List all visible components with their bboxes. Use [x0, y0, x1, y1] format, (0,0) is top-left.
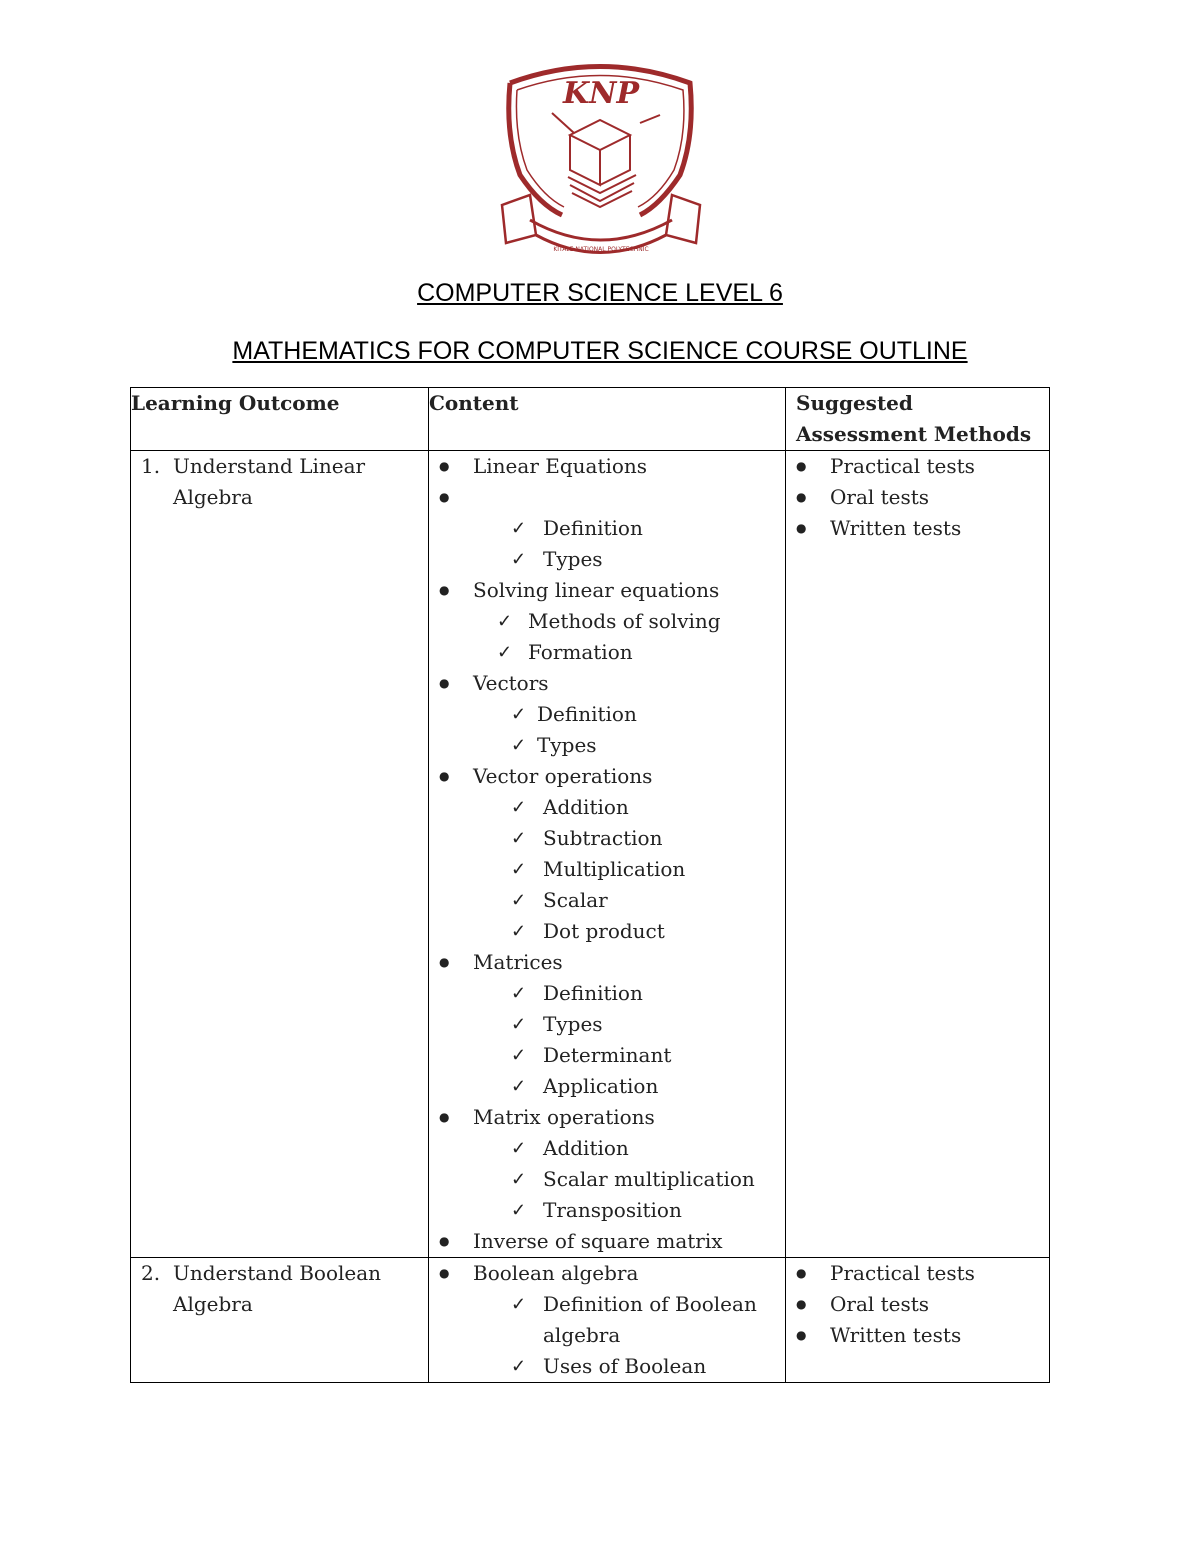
checkmark-icon: ✓ [511, 735, 527, 756]
assessment-method: ● Practical tests [786, 451, 1049, 482]
content-subtopic [429, 513, 785, 544]
content-subtopic-label: Definition of Boolean algebra [543, 1292, 757, 1347]
content-subtopic [429, 637, 785, 668]
table-header-row [131, 388, 1050, 451]
content-subtopic-label: Definition [543, 516, 643, 540]
content-subtopic [429, 978, 785, 1009]
course-level-title: COMPUTER SCIENCE LEVEL 6 [417, 279, 783, 307]
content-subtopic [429, 699, 785, 730]
checkmark-icon: ✓ [511, 1045, 527, 1066]
content-topic: ● Solving linear equations [429, 575, 785, 606]
outcome-text: Understand Boolean Algebra [173, 1261, 382, 1316]
content-subtopic-label: Methods of solving [528, 609, 721, 633]
content-subtopic-label: Scalar [543, 888, 608, 912]
checkmark-icon: ✓ [511, 890, 527, 911]
content-subtopic [429, 730, 785, 761]
content-subtopic [429, 1009, 785, 1040]
header-assessment-methods: Suggested Assessment Methods [786, 388, 1050, 451]
table-row [131, 1258, 1050, 1383]
content-topic [429, 482, 785, 513]
outcome-text: Understand Linear Algebra [173, 454, 366, 509]
checkmark-icon: ✓ [511, 1294, 527, 1315]
content-subtopic [429, 854, 785, 885]
assessment-cell [786, 1258, 1050, 1383]
logo-text: KNP [562, 76, 640, 111]
outcome-number: 1. [141, 454, 161, 478]
checkmark-icon: ✓ [511, 1200, 527, 1221]
content-subtopic [429, 1071, 785, 1102]
content-subtopic-label: Transposition [543, 1198, 682, 1222]
assessment-method: ● Written tests [786, 1320, 1049, 1351]
content-topic: ● Inverse of square matrix [429, 1226, 785, 1257]
content-subtopic [429, 823, 785, 854]
checkmark-icon: ✓ [511, 1169, 527, 1190]
assessment-method: ● Written tests [786, 513, 1049, 544]
course-outline-table [130, 387, 1050, 1383]
checkmark-icon: ✓ [511, 1076, 527, 1097]
content-subtopic-label: Types [543, 547, 603, 571]
header-content: Content [429, 388, 786, 451]
content-subtopic-label: Addition [543, 795, 629, 819]
content-list [429, 451, 785, 1257]
content-subtopic [429, 885, 785, 916]
checkmark-icon: ✓ [497, 642, 513, 663]
content-subtopic-label: Types [543, 1012, 603, 1036]
content-subtopic-label: Uses of Boolean [543, 1354, 707, 1378]
outcome-number: 2. [141, 1261, 161, 1285]
content-cell [429, 451, 786, 1258]
checkmark-icon: ✓ [511, 704, 527, 725]
content-topic: ● Boolean algebra [429, 1258, 785, 1289]
checkmark-icon: ✓ [511, 549, 527, 570]
content-subtopic-label: Definition [543, 981, 643, 1005]
assessment-list [786, 1258, 1049, 1351]
assessment-method: ● Practical tests [786, 1258, 1049, 1289]
assessment-list [786, 451, 1049, 544]
course-outline-title: MATHEMATICS FOR COMPUTER SCIENCE COURSE OUTLINE [232, 337, 968, 365]
content-topic: ● Matrices [429, 947, 785, 978]
assessment-method: ● Oral tests [786, 1289, 1049, 1320]
content-subtopic-label: Addition [543, 1136, 629, 1160]
content-subtopic-label: Dot product [543, 919, 665, 943]
content-subtopic-label: Types [537, 733, 597, 757]
table-row [131, 451, 1050, 1258]
content-subtopic [429, 1133, 785, 1164]
content-subtopic [429, 606, 785, 637]
content-topic: ● Vectors [429, 668, 785, 699]
content-subtopic-label: Subtraction [543, 826, 663, 850]
content-topic: ● Linear Equations [429, 451, 785, 482]
content-subtopic-label: Application [543, 1074, 659, 1098]
knp-logo [490, 55, 712, 270]
content-subtopic-label: Formation [528, 640, 633, 664]
content-subtopic [429, 1040, 785, 1071]
content-topic: ● Matrix operations [429, 1102, 785, 1133]
checkmark-icon: ✓ [511, 1138, 527, 1159]
header-learning-outcome: Learning Outcome [131, 388, 429, 451]
content-subtopic [429, 1351, 785, 1382]
content-subtopic [429, 1164, 785, 1195]
logo-motto: KITALE NATIONAL POLYTECHNIC [553, 246, 649, 253]
content-cell [429, 1258, 786, 1383]
content-subtopic [429, 792, 785, 823]
content-subtopic-label: Scalar multiplication [543, 1167, 755, 1191]
checkmark-icon: ✓ [511, 518, 527, 539]
content-subtopic-label: Multiplication [543, 857, 686, 881]
content-subtopic [429, 916, 785, 947]
checkmark-icon: ✓ [511, 1014, 527, 1035]
content-subtopic [429, 1195, 785, 1226]
outcome-cell [131, 1258, 429, 1383]
assessment-cell [786, 451, 1050, 1258]
checkmark-icon: ✓ [497, 611, 513, 632]
checkmark-icon: ✓ [511, 983, 527, 1004]
checkmark-icon: ✓ [511, 797, 527, 818]
outcome-cell [131, 451, 429, 1258]
checkmark-icon: ✓ [511, 828, 527, 849]
checkmark-icon: ✓ [511, 921, 527, 942]
content-list [429, 1258, 785, 1382]
checkmark-icon: ✓ [511, 1356, 527, 1377]
assessment-method: ● Oral tests [786, 482, 1049, 513]
checkmark-icon: ✓ [511, 859, 527, 880]
content-subtopic [429, 1289, 785, 1351]
content-topic: ● Vector operations [429, 761, 785, 792]
content-subtopic-label: Definition [537, 702, 637, 726]
content-subtopic-label: Determinant [543, 1043, 672, 1067]
content-subtopic [429, 544, 785, 575]
